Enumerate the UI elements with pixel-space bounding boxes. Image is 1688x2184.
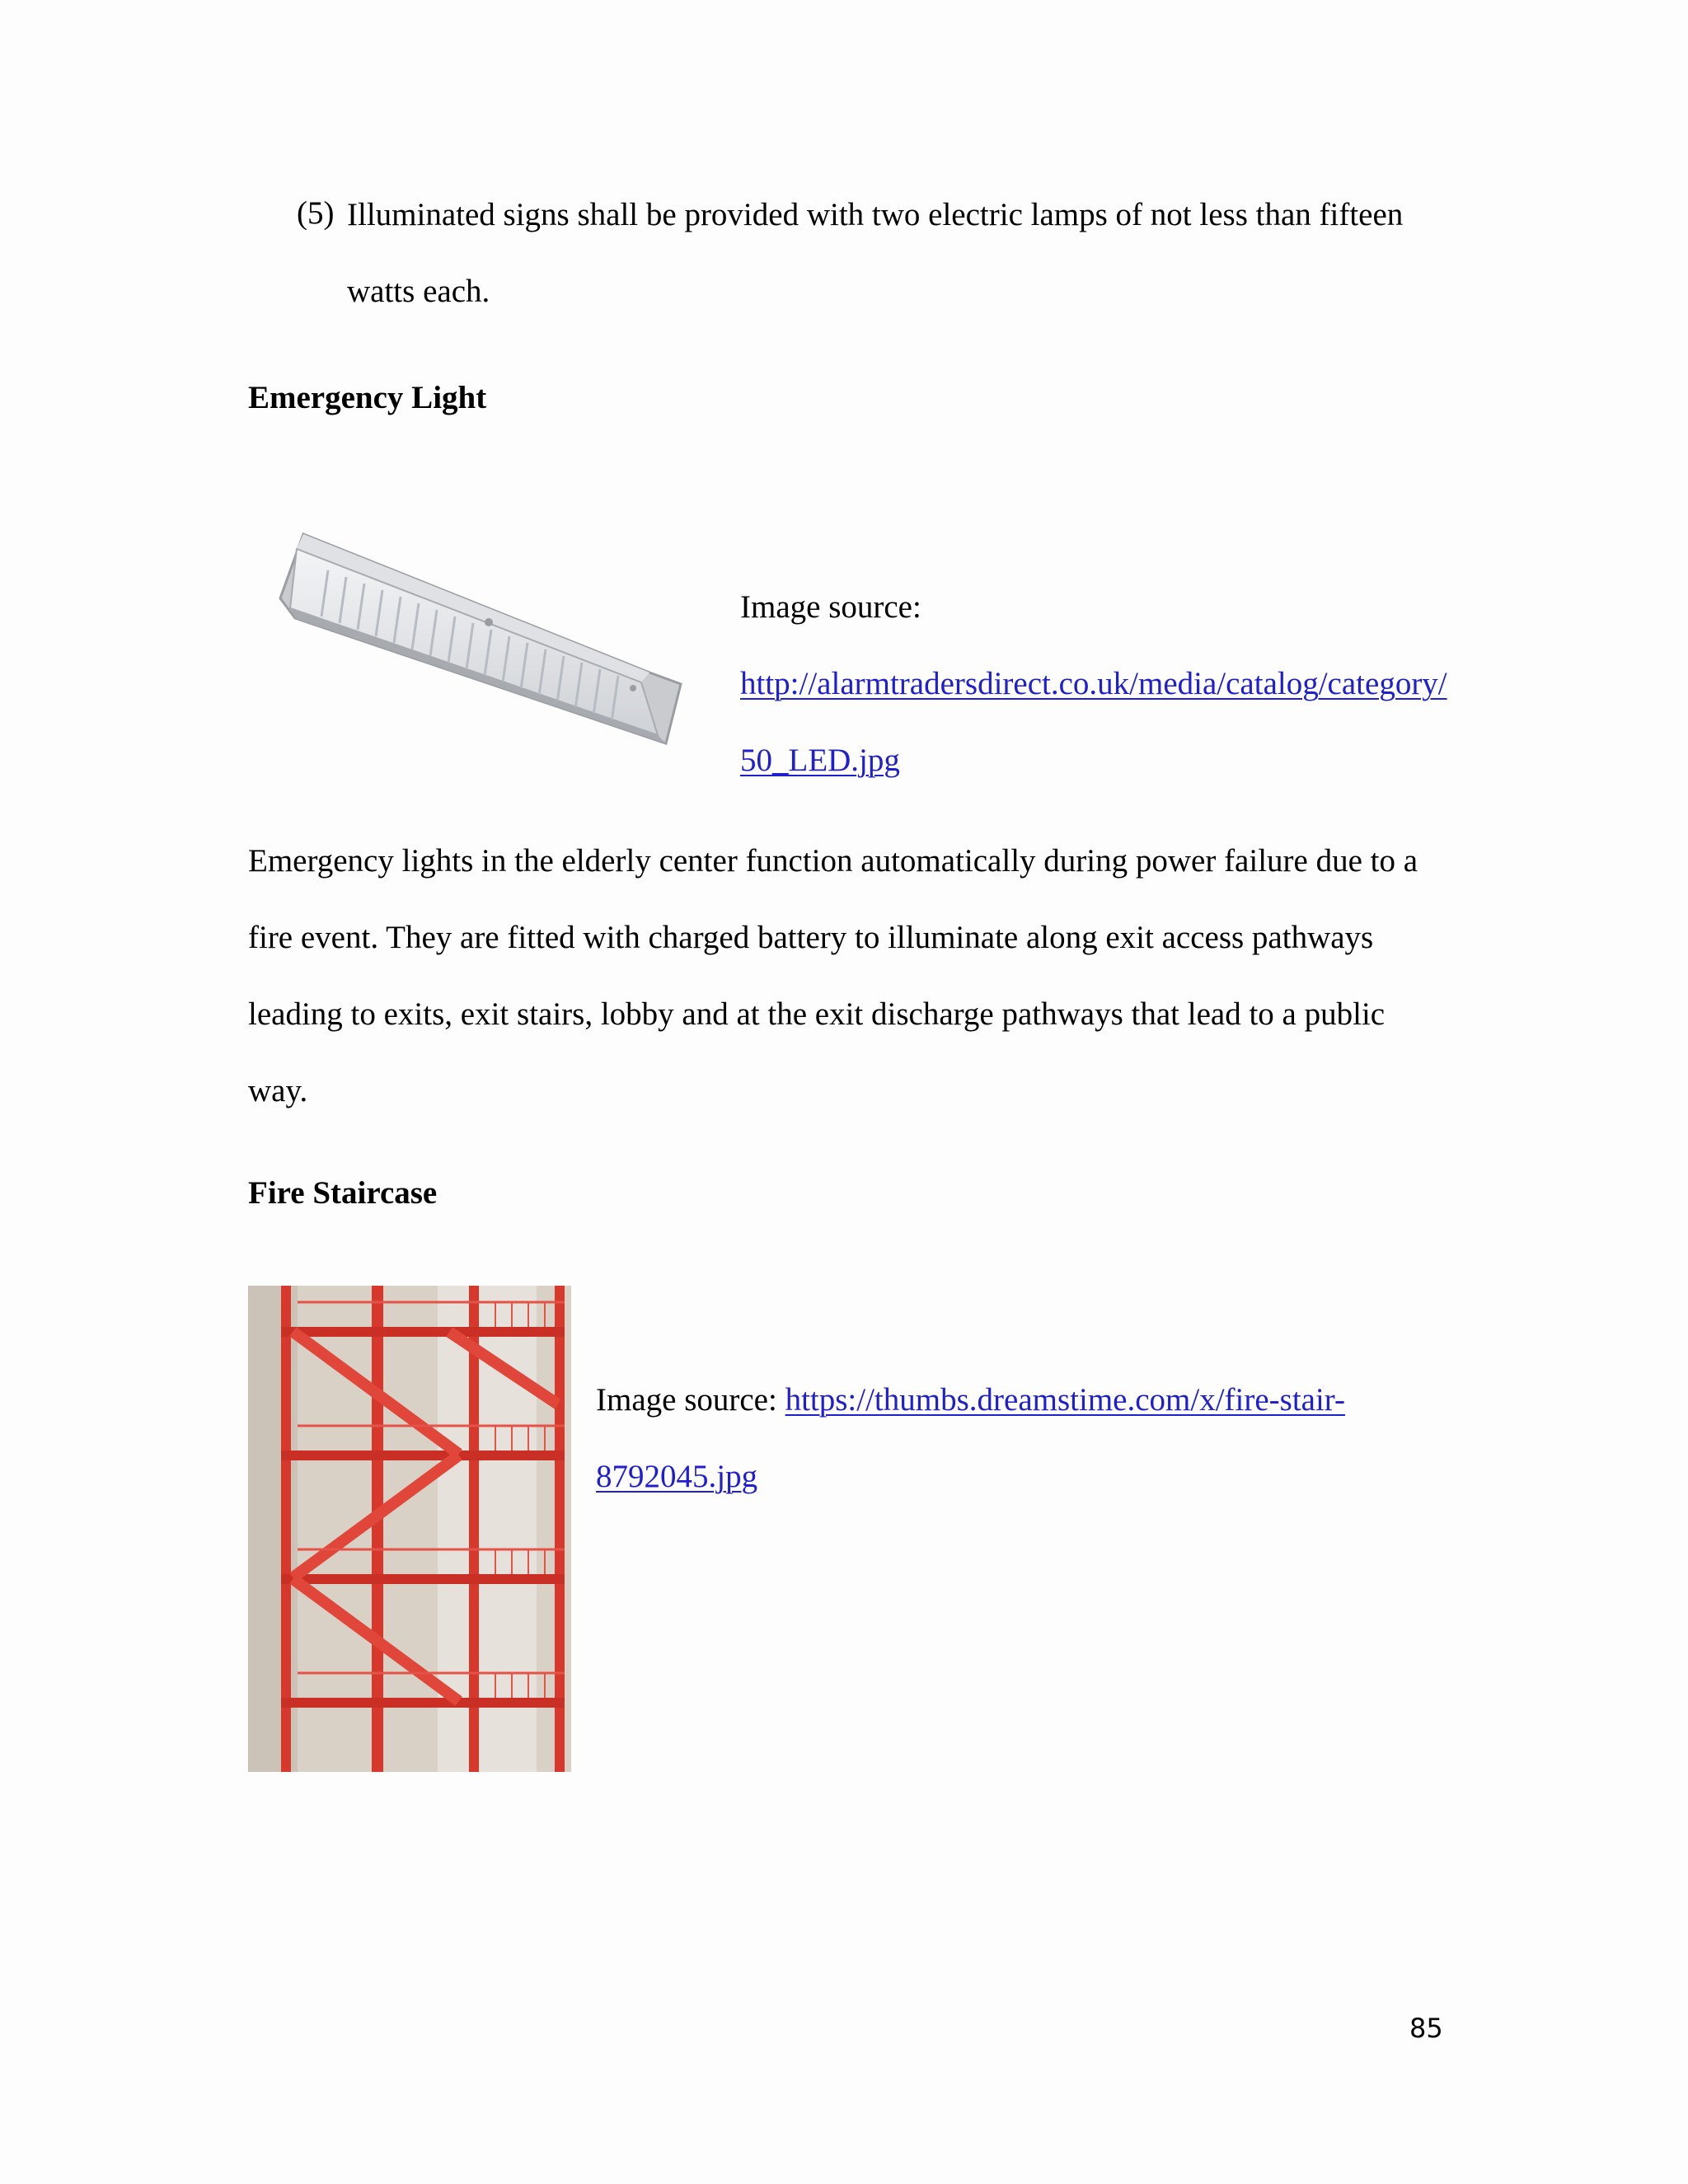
caption-label: Image source: <box>740 589 921 625</box>
fire-staircase-caption <box>596 1361 1453 1515</box>
list-item-text: Illuminated signs shall be provided with two electric lamps of not less than fifteen watts each. <box>347 197 1404 309</box>
list-item-number: (5) <box>297 195 335 231</box>
emergency-light-paragraph: Emergency lights in the elderly center function automatically during power failure due to a fire event. They are fitted with charged battery to illuminate along exit access pathways leading to exits, exit stairs, lobby and at the exit discharge pathways that lead to a public way. <box>248 843 1418 1108</box>
emergency-light-image <box>279 519 687 758</box>
image-source-link[interactable]: https://thumbs.dreamstime.com/x/fire-stair-8792045.jpg <box>596 1382 1345 1494</box>
caption-label: Image source: <box>596 1382 777 1418</box>
page-number: 85 <box>1409 2013 1443 2044</box>
fire-staircase-image <box>248 1286 571 1772</box>
section-heading-emergency-light: Emergency Light <box>248 380 487 415</box>
section-heading-fire-staircase: Fire Staircase <box>248 1175 438 1211</box>
image-source-link[interactable]: http://alarmtradersdirect.co.uk/media/catalog/category/50_LED.jpg <box>740 666 1447 778</box>
emergency-light-caption <box>740 569 1449 799</box>
